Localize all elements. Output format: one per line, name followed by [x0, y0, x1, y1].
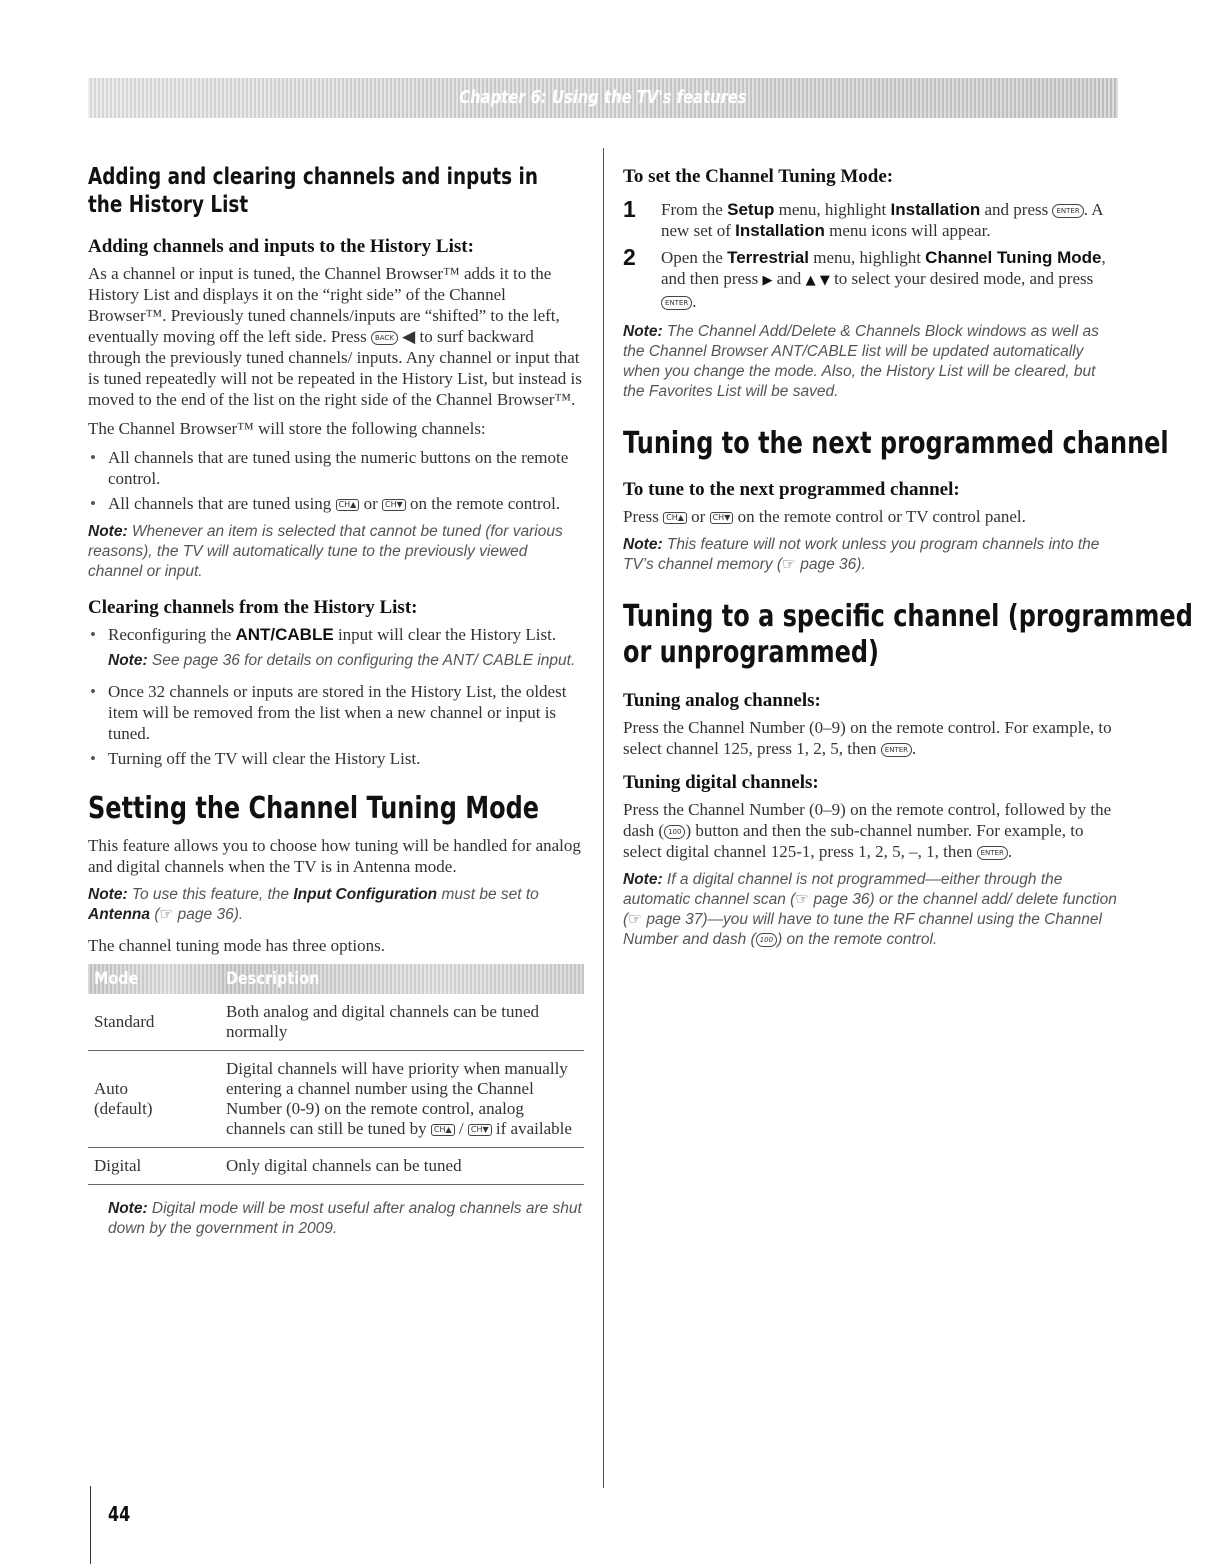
analog-paragraph — [623, 717, 1118, 759]
description-cell — [220, 1051, 584, 1148]
step-number: 2 — [623, 244, 636, 270]
dash-button-icon: 100 — [664, 825, 685, 839]
adding-p1b-text: ◀ to surf backward through the previously tuned channels/ inputs. Any channel or input that is tuned repeatedly will not be repeated in the History List, but instead is moved to the end of the list on the right side of the Channel Browser™. — [88, 327, 582, 409]
clearing-list-2 — [88, 681, 584, 769]
mode-cell: Digital — [88, 1148, 220, 1185]
enter-button-icon: ENTER — [1052, 204, 1083, 218]
mode-cell: Standard — [88, 994, 220, 1051]
options-intro: The channel tuning mode has three options. — [88, 936, 385, 955]
note-text: This feature will not work unless you program channels into the TV’s channel memory (☞ page 36). — [623, 536, 1100, 573]
channel-up-icon: CH▲ — [663, 512, 687, 524]
clearing-heading: Clearing channels from the History List: — [88, 597, 418, 618]
table-row — [88, 1148, 584, 1185]
next-or: or — [691, 507, 706, 526]
next-a: Press — [623, 507, 659, 526]
history-heading — [88, 163, 568, 219]
auto-desc: Digital channels will have priority when manually entering a channel number using the Channel Number (0-9) on the remote control, analog channels can still be tuned by — [226, 1059, 568, 1138]
auto-desc-tail: if available — [495, 1119, 572, 1138]
adding-heading: Adding channels and inputs to the History List: — [88, 236, 474, 257]
note-rf-channel — [623, 870, 1118, 950]
enter-button-icon: ENTER — [977, 846, 1008, 860]
note3-b: must be set to — [441, 886, 539, 903]
digital-end: . — [1007, 842, 1013, 861]
channel-up-icon: CH▲ — [336, 499, 360, 511]
column-divider — [603, 148, 604, 1488]
description-column-header — [220, 964, 584, 994]
note3-bold1: Input Configuration — [293, 886, 438, 903]
note-label: Note: — [88, 523, 128, 540]
table-row — [88, 994, 584, 1051]
desc-header-text: Description — [226, 969, 320, 989]
mode-cell — [88, 1051, 220, 1148]
step-2 — [623, 244, 1118, 312]
s1a: From the — [661, 200, 723, 219]
note-text: The Channel Add/Delete & Channels Block windows as well as the Channel Browser ANT/CABLE list will be updated automatically when you change the mode. Also, the History List will be cleared, but the Favorites List will be saved. — [623, 323, 1099, 400]
next-channel-paragraph — [623, 506, 1118, 527]
analog-end: . — [912, 739, 917, 758]
s2b: menu, highlight — [813, 248, 921, 267]
table-header-row — [88, 964, 584, 994]
setting-heading: Setting the Channel Tuning Mode — [88, 791, 540, 826]
mode-table — [88, 964, 584, 1185]
description-cell: Both analog and digital channels can be tuned normally — [220, 994, 584, 1051]
bullet2-or: or — [363, 494, 378, 513]
setting-paragraph: This feature allows you to choose how tuning will be handled for analog and digital channels when the TV is in Antenna mode. — [88, 836, 581, 876]
note-text: Digital mode will be most useful after analog channels are shut down by the government in 2009. — [108, 1200, 582, 1237]
clear-bullet-32: • Once 32 channels or inputs are stored in the History List, the oldest item will be removed from the list when a new channel or input is tuned. — [88, 681, 584, 744]
note-digital-mode — [88, 1199, 584, 1239]
digital-a: Press the Channel Number (0–9) on the remote control, followed by the dash ( — [623, 800, 1112, 840]
store-intro: The Channel Browser™ will store the following channels: — [88, 419, 486, 438]
note-antcable — [88, 651, 584, 671]
channel-down-icon: CH▼ — [710, 512, 734, 524]
channel-down-icon: CH▼ — [468, 1124, 492, 1136]
clear-b1-b: input will clear the History List. — [337, 625, 557, 644]
clear-b1-bold: ANT/CABLE — [235, 625, 334, 644]
bullet2-b: on the remote control. — [410, 494, 561, 513]
bullet2-a: All channels that are tuned using — [108, 494, 332, 513]
s2f: . — [692, 292, 697, 311]
clear-b1-a: Reconfiguring the — [108, 625, 232, 644]
arrow-up-icon: ▲ — [805, 273, 816, 288]
channel-down-icon: CH▼ — [382, 499, 406, 511]
chapter-title: Chapter 6: Using the TV's features — [459, 87, 747, 108]
clear-bullet-off: • Turning off the TV will clear the History List. — [88, 748, 584, 769]
digital-heading: Tuning digital channels: — [623, 772, 819, 793]
arrow-down-icon: ▼ — [819, 273, 830, 288]
note-label: Note: — [623, 323, 663, 340]
note7-b: ) on the remote control. — [777, 931, 938, 948]
s1c: and press — [984, 200, 1049, 219]
note-label: Note: — [623, 871, 663, 888]
note-label: Note: — [108, 652, 148, 669]
s1e: menu icons will appear. — [829, 221, 991, 240]
analog-text: Press the Channel Number (0–9) on the remote control. For example, to select channel 125, press 1, 2, 5, then — [623, 718, 1112, 758]
next-channel-heading: Tuning to the next programmed channel — [623, 426, 1169, 461]
enter-button-icon: ENTER — [881, 743, 912, 757]
chapter-header-band — [88, 78, 1118, 118]
right-column — [623, 163, 1193, 960]
channel-tuning-mode-label: Channel Tuning Mode — [925, 248, 1102, 267]
step-1 — [623, 196, 1118, 241]
mode-auto: Auto — [94, 1079, 128, 1098]
analog-heading: Tuning analog channels: — [623, 690, 821, 711]
note-label: Note: — [88, 886, 128, 903]
adding-paragraph — [88, 263, 584, 410]
note-text: See page 36 for details on configuring the ANT/ CABLE input. — [151, 652, 576, 669]
digital-paragraph — [623, 799, 1118, 862]
terrestrial-label: Terrestrial — [727, 248, 809, 267]
adding-p1-text: As a channel or input is tuned, the Channel Browser™ adds it to the History List and displays it on the “right side” of the Channel Browser™. Previously tuned channels/inputs are “shifted” to the left, eventually moving off the left side. Press — [88, 264, 560, 346]
specific-channel-heading — [623, 599, 1193, 671]
note-text: Whenever an item is selected that cannot be tuned (for various reasons), the TV will automatically tune to the previously viewed channel or input. — [88, 523, 563, 580]
note-label: Note: — [623, 536, 663, 553]
store-bullet-chupdown — [88, 493, 584, 514]
note-label: Note: — [108, 1200, 148, 1217]
note-untunable — [88, 522, 584, 582]
clear-bullet-antcable — [88, 624, 584, 645]
note-program-channels — [623, 535, 1118, 575]
specific-heading-line-1: Tuning to a specific channel (programmed — [623, 599, 1193, 634]
s1d: . A new set of — [661, 200, 1103, 240]
installation-label-2: Installation — [735, 221, 825, 240]
installation-label: Installation — [890, 200, 981, 219]
setup-menu-label: Setup — [727, 200, 775, 219]
note-input-config — [88, 885, 584, 925]
mode-header-text: Mode — [94, 969, 139, 989]
note3-a: To use this feature, the — [131, 886, 290, 903]
clearing-list — [88, 624, 584, 645]
digital-b: ) button and then the sub-channel number. For example, to select digital channel 125-1, press 1, 2, 5, –, 1, then — [623, 821, 1084, 861]
description-cell: Only digital channels can be tuned — [220, 1148, 584, 1185]
note3-bold2: Antenna — [88, 906, 150, 923]
specific-heading-line-2: or unprogrammed) — [623, 635, 880, 670]
s2c: , and then press — [661, 248, 1106, 288]
note3-c: (☞ page 36). — [154, 906, 244, 923]
slash: / — [458, 1119, 464, 1138]
next-b: on the remote control or TV control panel. — [737, 507, 1026, 526]
page-number: 44 — [108, 1502, 131, 1526]
dash-button-icon: 100 — [756, 933, 777, 947]
s2d: and — [776, 269, 802, 288]
back-button-icon: BACK — [371, 331, 398, 345]
channel-up-icon: CH▲ — [431, 1124, 455, 1136]
store-list — [88, 447, 584, 514]
page-number-rule — [90, 1486, 91, 1564]
step-2-text — [661, 247, 1118, 312]
arrow-right-icon: ▶ — [762, 273, 773, 288]
mode-default: (default) — [94, 1099, 153, 1118]
mode-column-header — [88, 964, 220, 994]
note-mode-change — [623, 322, 1118, 402]
next-channel-subheading: To tune to the next programmed channel: — [623, 479, 960, 500]
enter-button-icon: ENTER — [661, 296, 692, 310]
s2a: Open the — [661, 248, 723, 267]
store-bullet-numeric: • All channels that are tuned using the numeric buttons on the remote control. — [88, 447, 584, 489]
s1b: menu, highlight — [778, 200, 887, 219]
history-heading-text: Adding and clearing channels and inputs in the History List — [88, 164, 538, 218]
s2e: to select your desired mode, and press — [834, 269, 1094, 288]
left-column — [88, 163, 584, 1249]
table-row — [88, 1051, 584, 1148]
step-1-text — [661, 199, 1118, 241]
note7-a: If a digital channel is not programmed—either through the automatic channel scan (☞ page 36) or the channel add/ delete function (☞ page 37)—you will have to tune the RF channel using the Channel Number and dash ( — [623, 871, 1117, 948]
step-number: 1 — [623, 196, 636, 222]
set-mode-heading: To set the Channel Tuning Mode: — [623, 166, 894, 187]
